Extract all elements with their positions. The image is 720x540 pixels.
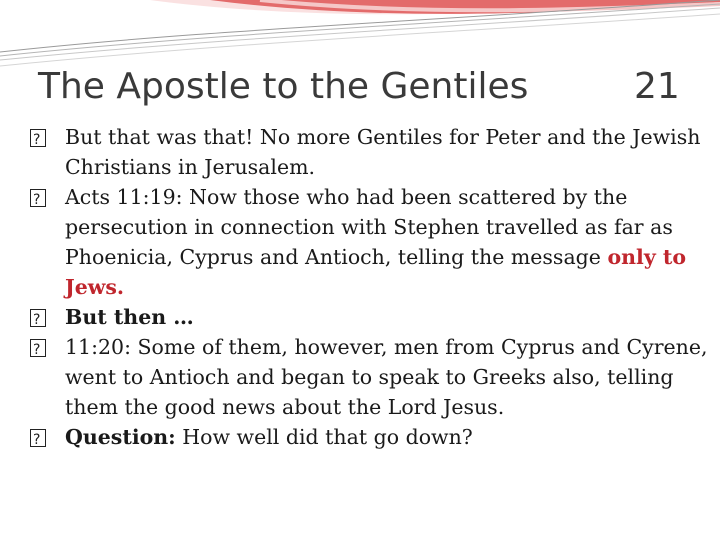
bold-text: Question: bbox=[65, 425, 176, 449]
bullet-icon bbox=[30, 189, 46, 207]
bullet-paragraph bbox=[30, 422, 710, 452]
slide-title bbox=[38, 62, 688, 112]
bullet-icon bbox=[30, 339, 46, 357]
bullet-text: But that was that! No more Gentiles for Peter and the Jewish Christians in Jerusalem. bbox=[65, 125, 701, 179]
bullet-text: How well did that go down? bbox=[175, 425, 473, 449]
bold-text: But then … bbox=[65, 305, 194, 329]
bullet-text: 11:20: Some of them, however, men from Cyprus and Cyrene, went to Antioch and began to speak to Greeks also, telling them the good news about the Lord Jesus. bbox=[65, 335, 708, 419]
bullet-icon bbox=[30, 429, 46, 447]
emphasis-text: only to Jews. bbox=[65, 245, 687, 299]
bullet-paragraph bbox=[30, 302, 710, 332]
bullet-icon bbox=[30, 309, 46, 327]
title-text: The Apostle to the Gentiles bbox=[38, 66, 529, 107]
bullet-paragraph bbox=[30, 182, 710, 302]
slide-number: 21 bbox=[634, 66, 680, 107]
bullet-icon bbox=[30, 129, 46, 147]
bullet-paragraph bbox=[30, 122, 710, 182]
bullet-paragraph bbox=[30, 332, 710, 422]
slide-body bbox=[30, 122, 710, 452]
bullet-text: Acts 11:19: Now those who had been scattered by the persecution in connection with Stephen travelled as far as Phoenicia, Cyprus and Antioch, telling the message bbox=[65, 185, 673, 269]
